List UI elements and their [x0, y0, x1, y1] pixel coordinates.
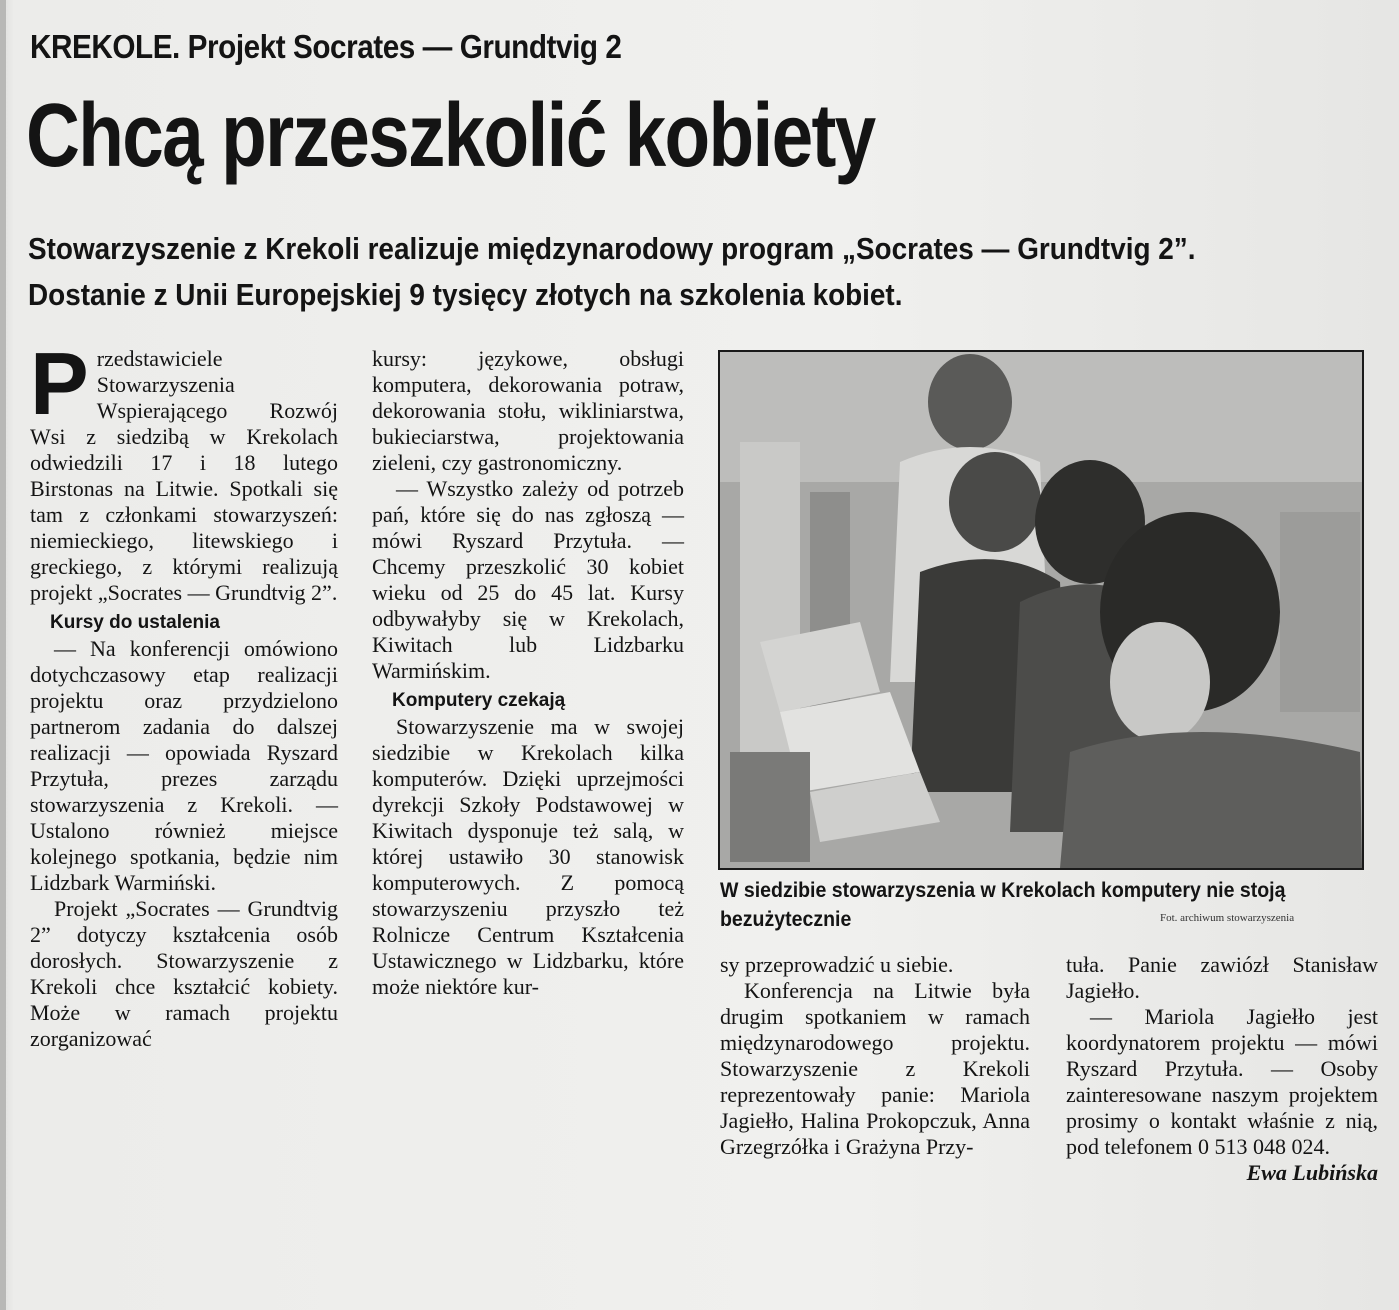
paragraph: sy przeprowadzić u siebie. — [720, 952, 954, 977]
paragraph: — Na konferencji omówiono dotychczasowy etap realizacji projektu oraz przydzielono partnerom zadania do dalszej realizacji — opowiada Ryszard Przytuła, prezes zarządu stowarzyszenia z Krekoli. — Ustalono również miejsce kolejnego spotkania, będzie nim Lidzbark Warmiński. — [30, 636, 338, 895]
article-lead: Stowarzyszenie z Krekoli realizuje międzynarodowy program „Socrates — Grundtvig 2”. Dostanie z Unii Europejskiej 9 tysięcy złotych na szkolenia kobiet. — [28, 231, 1196, 312]
paragraph: Konferencja na Litwie była drugim spotkaniem w ramach międzynarodowego projektu. Stowarzyszenie z Krekoli reprezentowały panie: Mariola Jagiełło, Halina Prokopczuk, Anna Grzegrzółka i Grażyna Przy- — [720, 978, 1030, 1159]
subheading: Kursy do ustalenia — [50, 612, 220, 633]
subheading: Komputery czekają — [392, 690, 566, 711]
drop-cap: P — [30, 334, 89, 433]
article-kicker: KREKOLE. Projekt Socrates — Grundtvig 2 — [30, 28, 622, 65]
paragraph: kursy: językowe, obsługi komputera, dekorowania potraw, dekorowania stołu, wikliniarstwa, bukieciarstwa, projektowania zieleni, czy gastronomiczny. — [372, 346, 684, 475]
text-column-2 — [372, 346, 684, 1000]
text-column-3 — [720, 952, 1030, 1160]
paragraph: Projekt „Socrates — Grundtvig 2” dotyczy kształcenia osób dorosłych. Stowarzyszenie z Krekoli chce kształcić kobiety. Może w ramach projektu zorganizować — [30, 896, 338, 1051]
paragraph: — Wszystko zależy od potrzeb pań, które się do nas zgłoszą — mówi Ryszard Przytuła. — Chcemy przeszkolić 30 kobiet wieku od 25 do 45 lat. Kursy odbywałyby się w Krekolach, Kiwitach lub Lidzbarku Warmińskim. — [372, 476, 684, 683]
paragraph — [30, 334, 338, 606]
text-column-1 — [30, 334, 338, 1052]
page-edge — [0, 0, 6, 1310]
paragraph: Stowarzyszenie ma w swojej siedzibie w Krekolach kilka komputerów. Dzięki uprzejmości dyrekcji Szkoły Podstawowej w Kiwitach dysponuje też salą, w której ustawiło 30 stanowisk komputerowych. Z pomocą stowarzyszeniu przyszło też Rolnicze Centrum Kształcenia Ustawicznego w Lidzbarku, które może niektóre kur- — [372, 714, 684, 999]
author-signature: Ewa Lubińska — [1246, 1160, 1378, 1185]
photo-caption: W siedzibie stowarzyszenia w Krekolach komputery nie stoją bezużytecznie — [720, 879, 1286, 931]
paragraph-text: rzedstawiciele Stowarzyszenia Wspierającego Rozwój Wsi z siedzibą w Krekolach odwiedzili 17 i 18 lutego Birstonas na Litwie. Spotkali się tam z członkami stowarzyszeń: niemieckiego, litewskiego i greckiego, z którymi realizują projekt „Socrates — Grundtvig 2”. — [30, 346, 338, 605]
paragraph: tuła. Panie zawiózł Stanisław Jagiełło. — [1066, 952, 1378, 1003]
text-column-4 — [1066, 952, 1378, 1186]
article-photo — [718, 350, 1364, 870]
article-headline: Chcą przeszkolić kobiety — [26, 86, 875, 186]
photo-illustration — [720, 352, 1362, 868]
photo-credit: Fot. archiwum stowarzyszenia — [1160, 912, 1295, 924]
paragraph: — Mariola Jagiełło jest koordynatorem projektu — mówi Ryszard Przytuła. — Osoby zainteresowane naszym projektem prosimy o kontakt właśnie z nią, pod telefonem 0 513 048 024. — [1066, 1004, 1378, 1159]
